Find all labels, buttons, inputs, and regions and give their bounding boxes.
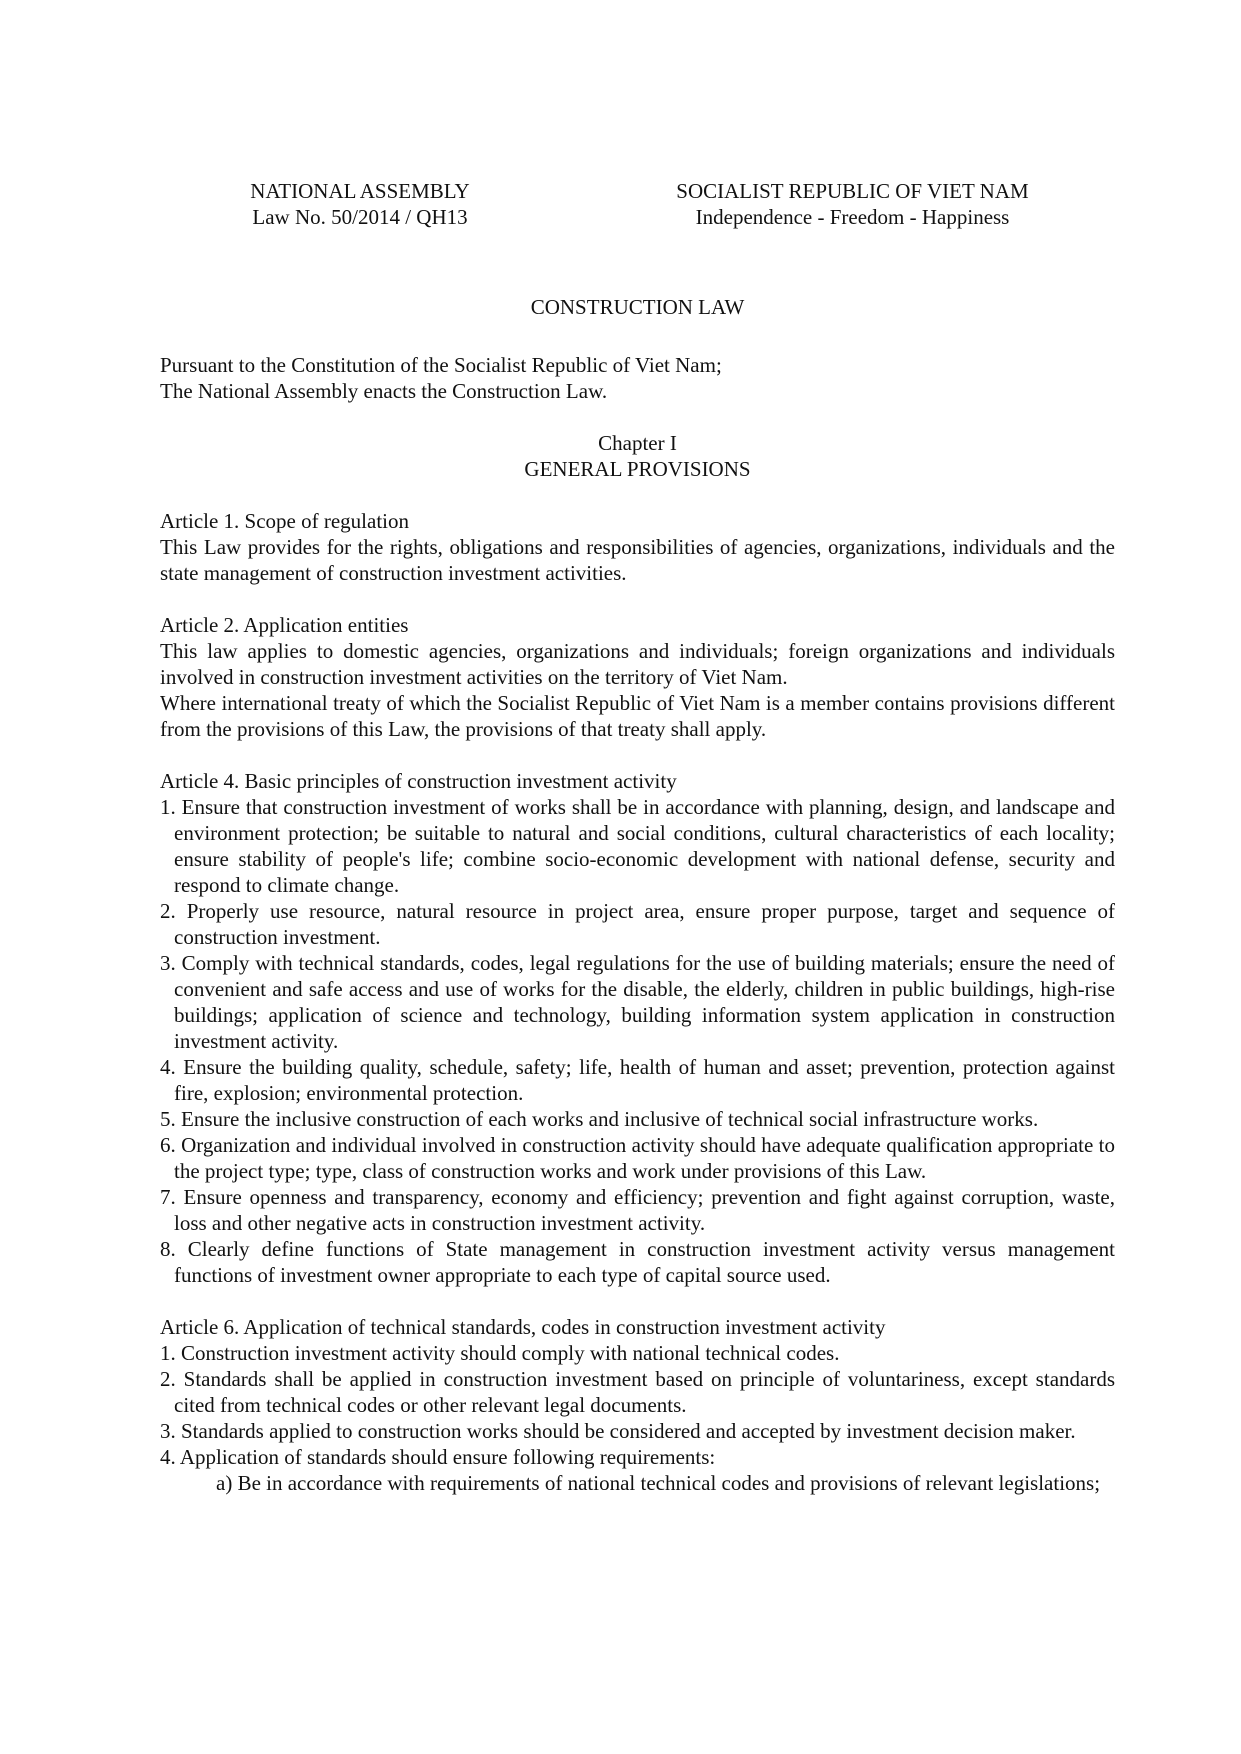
preamble-line: Pursuant to the Constitution of the Socialist Republic of Viet Nam; (160, 353, 722, 377)
list-item: 8. Clearly define functions of State management in construction investment activity versus management functions of investment owner appropriate to each type of capital source used. (160, 1237, 1115, 1287)
document-header (160, 178, 1115, 232)
article-subitem-list (160, 1470, 1115, 1496)
issuer-name: NATIONAL ASSEMBLY (250, 179, 470, 203)
article-title: Article 4. Basic principles of construction investment activity (160, 769, 677, 793)
article-item-list (160, 1340, 1115, 1470)
list-item: 2. Properly use resource, natural resource in project area, ensure proper purpose, target and sequence of construction investment. (160, 899, 1115, 949)
list-item: 5. Ensure the inclusive construction of each works and inclusive of technical social infrastructure works. (160, 1107, 1039, 1131)
article-title: Article 6. Application of technical standards, codes in construction investment activity (160, 1315, 886, 1339)
chapter-number: Chapter I (598, 431, 677, 455)
article-4 (160, 768, 1115, 1288)
preamble-line: The National Assembly enacts the Construction Law. (160, 379, 608, 403)
list-item: 4. Application of standards should ensure following requirements: (160, 1445, 716, 1469)
law-title: CONSTRUCTION LAW (530, 295, 745, 319)
article-paragraph: Where international treaty of which the Socialist Republic of Viet Nam is a member contains provisions different from the provisions of this Law, the provisions of that treaty shall apply. (160, 691, 1115, 741)
list-item: 1. Construction investment activity should comply with national technical codes. (160, 1341, 840, 1365)
article-paragraph: This Law provides for the rights, obligations and responsibilities of agencies, organizations, individuals and the state management of construction investment activities. (160, 535, 1115, 585)
article-6 (160, 1314, 1115, 1496)
law-number: Law No. 50/2014 / QH13 (252, 205, 468, 229)
list-item: 6. Organization and individual involved in construction activity should have adequate qualification appropriate to the project type; type, class of construction works and work under provisions of this Law. (160, 1133, 1115, 1183)
article-title: Article 2. Application entities (160, 613, 409, 637)
preamble (160, 352, 1115, 404)
state-block (590, 178, 1115, 230)
issuer-block (160, 178, 560, 230)
list-item: 3. Standards applied to construction works should be considered and accepted by investment decision maker. (160, 1419, 1076, 1443)
article-1 (160, 508, 1115, 586)
chapter-heading (160, 430, 1115, 482)
article-item-list (160, 794, 1115, 1288)
state-motto: Independence - Freedom - Happiness (695, 205, 1010, 229)
article-paragraph: This law applies to domestic agencies, organizations and individuals; foreign organizations and individuals involved in construction investment activities on the territory of Viet Nam. (160, 639, 1115, 689)
article-title: Article 1. Scope of regulation (160, 509, 410, 533)
chapter-name: GENERAL PROVISIONS (524, 457, 751, 481)
article-2 (160, 612, 1115, 742)
list-item: 3. Comply with technical standards, codes, legal regulations for the use of building materials; ensure the need of convenient and safe access and use of works for the disable, the elderly, children in public buildings, high-rise buildings; application of science and technology, building information system application in construction investment activity. (160, 951, 1115, 1053)
sub-list-item: a) Be in accordance with requirements of national technical codes and provisions of relevant legislations; (216, 1471, 1101, 1495)
list-item: 1. Ensure that construction investment of works shall be in accordance with planning, design, and landscape and environment protection; be suitable to natural and social conditions, cultural characteristics of each locality; ensure stability of people's life; combine socio-economic development with national defense, security and respond to climate change. (160, 795, 1115, 897)
list-item: 2. Standards shall be applied in construction investment based on principle of voluntariness, except standards cited from technical codes or other relevant legal documents. (160, 1367, 1115, 1417)
document-body (160, 178, 1115, 1496)
state-name: SOCIALIST REPUBLIC OF VIET NAM (676, 179, 1029, 203)
list-item: 7. Ensure openness and transparency, economy and efficiency; prevention and fight against corruption, waste, loss and other negative acts in construction investment activity. (160, 1185, 1115, 1235)
list-item: 4. Ensure the building quality, schedule, safety; life, health of human and asset; prevention, protection against fire, explosion; environmental protection. (160, 1055, 1115, 1105)
